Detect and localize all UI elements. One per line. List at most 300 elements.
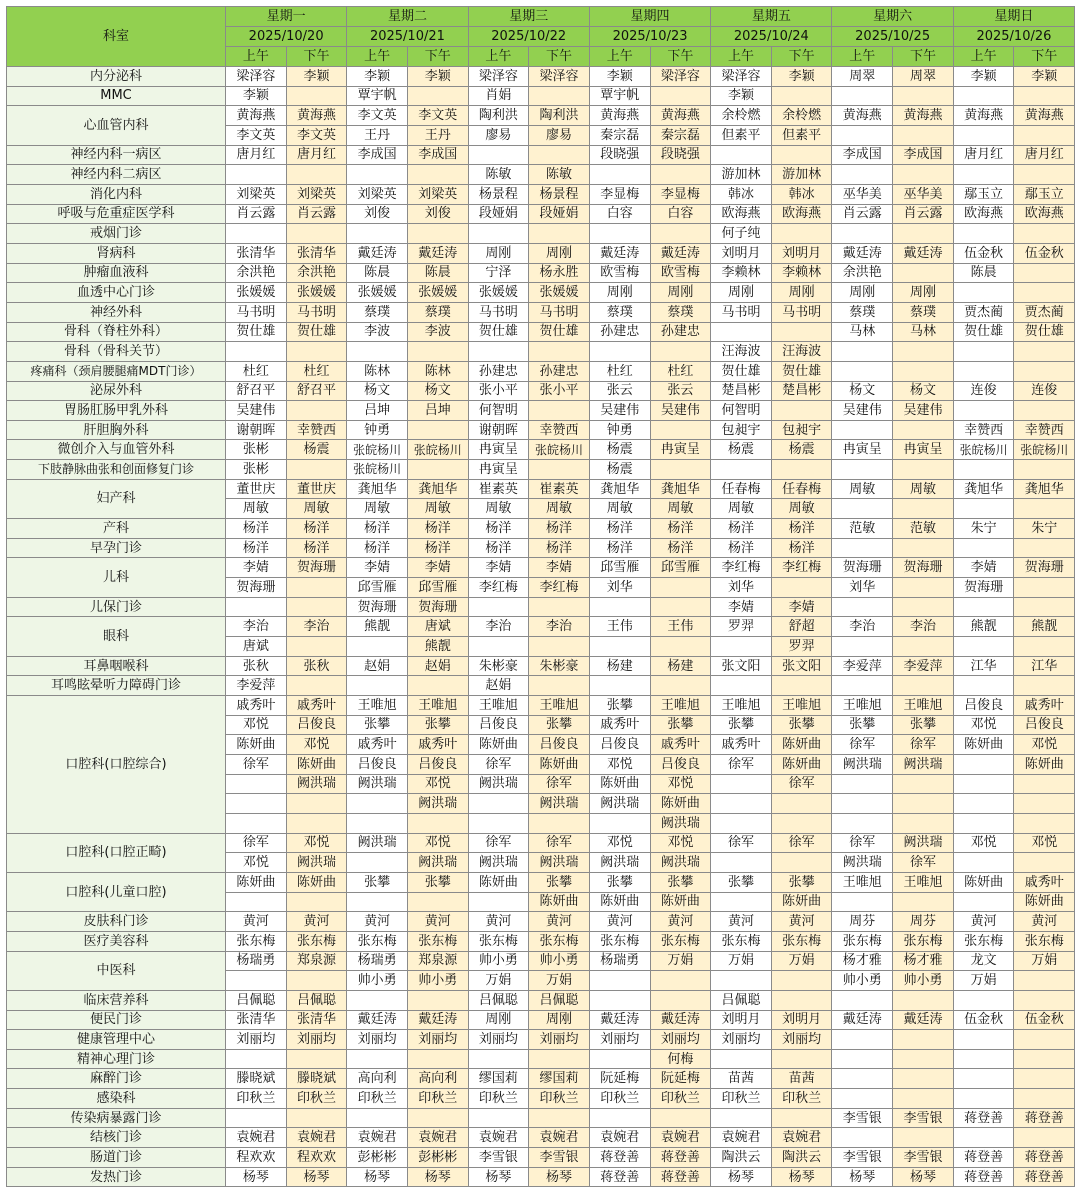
doctor-cell: 陈晨 — [953, 263, 1014, 283]
doctor-cell — [226, 1108, 287, 1128]
doctor-cell — [286, 342, 347, 362]
doctor-cell: 杨琴 — [529, 1167, 590, 1187]
doctor-cell: 黄河 — [953, 912, 1014, 932]
doctor-cell: 吕坤 — [407, 401, 468, 421]
doctor-cell — [1014, 361, 1075, 381]
doctor-cell: 戚秀叶 — [1014, 696, 1075, 716]
doctor-cell — [832, 597, 893, 617]
doctor-cell: 郑泉源 — [407, 951, 468, 971]
doctor-cell: 李婧 — [468, 558, 529, 578]
doctor-cell — [347, 676, 408, 696]
doctor-cell: 邓悦 — [1014, 833, 1075, 853]
doctor-cell: 李婧 — [771, 597, 832, 617]
doctor-cell: 杜红 — [286, 361, 347, 381]
doctor-cell: 幸赞西 — [1014, 420, 1075, 440]
doctor-cell: 吕坤 — [347, 401, 408, 421]
doctor-cell — [347, 990, 408, 1010]
doctor-cell: 余洪艳 — [226, 263, 287, 283]
doctor-cell: 张清华 — [286, 1010, 347, 1030]
doctor-cell — [893, 165, 954, 185]
pm-header: 下午 — [771, 47, 832, 67]
doctor-cell: 刘丽均 — [529, 1030, 590, 1050]
doctor-cell: 杨洋 — [771, 519, 832, 539]
doctor-cell: 蔡璞 — [347, 302, 408, 322]
doctor-cell — [529, 597, 590, 617]
doctor-cell: 刘丽均 — [407, 1030, 468, 1050]
doctor-cell: 吕佩聪 — [286, 990, 347, 1010]
doctor-cell: 张攀 — [589, 872, 650, 892]
doctor-cell — [953, 283, 1014, 303]
doctor-cell — [407, 1049, 468, 1069]
doctor-cell: 杨瑞勇 — [589, 951, 650, 971]
doctor-cell: 徐军 — [468, 833, 529, 853]
dept-column-header: 科室 — [7, 7, 226, 67]
doctor-cell: 万娟 — [953, 971, 1014, 991]
department-name: 下肢静脉曲张和创面修复门诊 — [7, 460, 226, 480]
doctor-cell: 黄河 — [650, 912, 711, 932]
doctor-cell: 范敏 — [832, 519, 893, 539]
doctor-cell: 唐月红 — [1014, 145, 1075, 165]
doctor-cell: 印秋兰 — [589, 1089, 650, 1109]
doctor-cell — [529, 460, 590, 480]
doctor-cell: 阙洪瑞 — [589, 794, 650, 814]
doctor-cell: 张东梅 — [832, 931, 893, 951]
doctor-cell — [529, 1108, 590, 1128]
doctor-cell: 贺仕雄 — [953, 322, 1014, 342]
doctor-cell — [286, 86, 347, 106]
doctor-cell: 梁泽容 — [468, 67, 529, 87]
doctor-cell: 张攀 — [893, 715, 954, 735]
doctor-cell: 陈妍曲 — [1014, 754, 1075, 774]
doctor-cell — [286, 794, 347, 814]
doctor-cell — [953, 597, 1014, 617]
pm-header: 下午 — [650, 47, 711, 67]
doctor-cell — [953, 224, 1014, 244]
doctor-cell: 吴建伟 — [832, 401, 893, 421]
doctor-cell: 戚秀叶 — [589, 715, 650, 735]
doctor-cell: 徐军 — [529, 833, 590, 853]
doctor-cell: 罗羿 — [711, 617, 772, 637]
department-name: 神经内科二病区 — [7, 165, 226, 185]
doctor-cell: 帅小勇 — [893, 971, 954, 991]
doctor-cell — [226, 1049, 287, 1069]
doctor-cell: 陈妍曲 — [953, 735, 1014, 755]
schedule-row — [7, 951, 1075, 971]
doctor-cell: 万娟 — [1014, 951, 1075, 971]
doctor-cell: 蔡璞 — [832, 302, 893, 322]
doctor-cell: 万娟 — [468, 971, 529, 991]
doctor-cell: 缪国莉 — [529, 1069, 590, 1089]
doctor-cell: 李雪银 — [893, 1148, 954, 1168]
doctor-cell: 彭彬彬 — [347, 1148, 408, 1168]
doctor-cell: 董世庆 — [286, 479, 347, 499]
doctor-cell: 吕俊良 — [468, 715, 529, 735]
doctor-cell — [953, 342, 1014, 362]
weekday-header: 星期一 — [226, 7, 347, 27]
doctor-cell: 蒋登善 — [1014, 1108, 1075, 1128]
doctor-cell: 但素平 — [711, 125, 772, 145]
doctor-cell: 陈妍曲 — [589, 774, 650, 794]
doctor-cell — [1014, 794, 1075, 814]
schedule-row — [7, 696, 1075, 716]
doctor-cell: 余柃燃 — [771, 106, 832, 126]
doctor-cell: 王唯旭 — [832, 696, 893, 716]
doctor-cell: 陈晨 — [407, 263, 468, 283]
doctor-cell: 杨琴 — [893, 1167, 954, 1187]
weekday-header: 星期二 — [347, 7, 468, 27]
doctor-cell: 李婧 — [407, 558, 468, 578]
doctor-cell: 谢朝晖 — [226, 420, 287, 440]
doctor-cell — [832, 892, 893, 912]
doctor-cell: 周敏 — [468, 499, 529, 519]
doctor-cell: 刘丽均 — [650, 1030, 711, 1050]
doctor-cell: 刘明月 — [771, 1010, 832, 1030]
schedule-row — [7, 1108, 1075, 1128]
department-name: 肿瘤血液科 — [7, 263, 226, 283]
schedule-row — [7, 1069, 1075, 1089]
doctor-cell — [771, 145, 832, 165]
department-name: 感染科 — [7, 1089, 226, 1109]
doctor-cell: 吴建伟 — [893, 401, 954, 421]
doctor-cell: 周刚 — [529, 1010, 590, 1030]
weekday-header: 星期日 — [953, 7, 1074, 27]
doctor-cell: 李红梅 — [771, 558, 832, 578]
doctor-cell: 周刚 — [832, 283, 893, 303]
doctor-cell — [650, 578, 711, 598]
doctor-cell: 李婧 — [953, 558, 1014, 578]
schedule-row — [7, 912, 1075, 932]
doctor-cell — [832, 1030, 893, 1050]
doctor-cell: 李成国 — [893, 145, 954, 165]
doctor-cell: 吕佩聪 — [529, 990, 590, 1010]
doctor-cell: 戴廷涛 — [347, 1010, 408, 1030]
doctor-cell: 李颖 — [771, 67, 832, 87]
doctor-cell: 黄河 — [468, 912, 529, 932]
doctor-cell: 杨洋 — [589, 519, 650, 539]
doctor-cell — [589, 224, 650, 244]
doctor-cell — [347, 165, 408, 185]
doctor-cell: 张东梅 — [650, 931, 711, 951]
doctor-cell — [407, 892, 468, 912]
doctor-cell: 冉寅呈 — [468, 440, 529, 460]
doctor-cell — [893, 1128, 954, 1148]
doctor-cell: 印秋兰 — [286, 1089, 347, 1109]
doctor-cell — [1014, 1128, 1075, 1148]
doctor-cell — [893, 342, 954, 362]
doctor-cell — [650, 637, 711, 657]
doctor-cell: 巫华美 — [832, 184, 893, 204]
schedule-row — [7, 224, 1075, 244]
doctor-cell — [1014, 1030, 1075, 1050]
doctor-cell: 徐军 — [893, 735, 954, 755]
doctor-cell — [771, 224, 832, 244]
doctor-cell: 韩冰 — [771, 184, 832, 204]
schedule-row — [7, 872, 1075, 892]
doctor-cell — [832, 990, 893, 1010]
doctor-cell: 熊靓 — [347, 617, 408, 637]
doctor-cell: 张云 — [650, 381, 711, 401]
doctor-cell: 幸赞西 — [953, 420, 1014, 440]
doctor-cell: 王唯旭 — [832, 872, 893, 892]
doctor-cell — [832, 676, 893, 696]
doctor-cell — [893, 794, 954, 814]
doctor-cell: 覃宇帆 — [589, 86, 650, 106]
doctor-cell: 贺海珊 — [953, 578, 1014, 598]
doctor-cell: 马书明 — [286, 302, 347, 322]
doctor-cell: 李治 — [286, 617, 347, 637]
doctor-cell: 杨才雅 — [893, 951, 954, 971]
doctor-cell: 李治 — [226, 617, 287, 637]
doctor-cell — [953, 676, 1014, 696]
doctor-cell: 戚秀叶 — [347, 735, 408, 755]
doctor-cell — [468, 342, 529, 362]
doctor-cell — [347, 342, 408, 362]
schedule-table — [6, 6, 1075, 1187]
doctor-cell: 印秋兰 — [347, 1089, 408, 1109]
am-header: 上午 — [711, 47, 772, 67]
doctor-cell: 阙洪瑞 — [347, 833, 408, 853]
doctor-cell: 王唯旭 — [771, 696, 832, 716]
department-name: 耳鼻咽喉科 — [7, 656, 226, 676]
doctor-cell: 李爱萍 — [832, 656, 893, 676]
doctor-cell: 袁婉君 — [771, 1128, 832, 1148]
schedule-row — [7, 86, 1075, 106]
doctor-cell: 伍金秋 — [953, 1010, 1014, 1030]
doctor-cell — [529, 224, 590, 244]
doctor-cell — [1014, 224, 1075, 244]
doctor-cell: 朱宁 — [1014, 519, 1075, 539]
doctor-cell — [832, 361, 893, 381]
doctor-cell — [1014, 401, 1075, 421]
doctor-cell: 陈妍曲 — [286, 872, 347, 892]
doctor-cell: 欧海燕 — [1014, 204, 1075, 224]
doctor-cell: 万娟 — [650, 951, 711, 971]
doctor-cell: 杨文 — [407, 381, 468, 401]
doctor-cell — [711, 676, 772, 696]
doctor-cell: 杜红 — [650, 361, 711, 381]
doctor-cell: 李爱萍 — [226, 676, 287, 696]
doctor-cell: 袁婉君 — [711, 1128, 772, 1148]
doctor-cell: 张秋 — [226, 656, 287, 676]
doctor-cell: 李显梅 — [589, 184, 650, 204]
doctor-cell: 邓悦 — [953, 833, 1014, 853]
doctor-cell — [286, 224, 347, 244]
doctor-cell: 伍金秋 — [953, 243, 1014, 263]
doctor-cell: 黄河 — [226, 912, 287, 932]
doctor-cell: 戴廷涛 — [407, 1010, 468, 1030]
doctor-cell: 白容 — [650, 204, 711, 224]
doctor-cell: 邓悦 — [589, 833, 650, 853]
doctor-cell: 戴廷涛 — [589, 243, 650, 263]
doctor-cell: 谢朝晖 — [468, 420, 529, 440]
doctor-cell — [589, 971, 650, 991]
doctor-cell: 张攀 — [771, 872, 832, 892]
doctor-cell: 吴建伟 — [226, 401, 287, 421]
doctor-cell: 贺海珊 — [407, 597, 468, 617]
doctor-cell: 黄河 — [1014, 912, 1075, 932]
doctor-cell — [893, 460, 954, 480]
doctor-cell: 贺海珊 — [286, 558, 347, 578]
doctor-cell: 肖云露 — [286, 204, 347, 224]
doctor-cell — [347, 637, 408, 657]
doctor-cell: 李雪银 — [832, 1108, 893, 1128]
doctor-cell — [347, 1108, 408, 1128]
doctor-cell — [832, 813, 893, 833]
doctor-cell: 袁婉君 — [226, 1128, 287, 1148]
doctor-cell: 徐军 — [771, 774, 832, 794]
doctor-cell — [893, 1069, 954, 1089]
doctor-cell: 阙洪瑞 — [650, 853, 711, 873]
doctor-cell — [893, 990, 954, 1010]
doctor-cell: 周敏 — [529, 499, 590, 519]
doctor-cell: 李雪银 — [832, 1148, 893, 1168]
doctor-cell: 李文英 — [347, 106, 408, 126]
doctor-cell: 张攀 — [711, 715, 772, 735]
doctor-cell — [953, 401, 1014, 421]
doctor-cell: 马书明 — [226, 302, 287, 322]
doctor-cell — [650, 224, 711, 244]
department-name: 发热门诊 — [7, 1167, 226, 1187]
doctor-cell: 李成国 — [832, 145, 893, 165]
schedule-row — [7, 420, 1075, 440]
doctor-cell: 戴廷涛 — [650, 1010, 711, 1030]
doctor-cell — [1014, 342, 1075, 362]
doctor-cell — [771, 794, 832, 814]
doctor-cell: 黄海燕 — [893, 106, 954, 126]
doctor-cell — [407, 420, 468, 440]
department-name: 微创介入与血管外科 — [7, 440, 226, 460]
doctor-cell: 杨洋 — [650, 538, 711, 558]
doctor-cell: 李雪银 — [893, 1108, 954, 1128]
doctor-cell: 梁泽容 — [226, 67, 287, 87]
doctor-cell: 陈林 — [347, 361, 408, 381]
doctor-cell — [407, 676, 468, 696]
doctor-cell: 龙文 — [953, 951, 1014, 971]
doctor-cell — [893, 224, 954, 244]
doctor-cell: 汪海波 — [771, 342, 832, 362]
doctor-cell: 滕晓斌 — [226, 1069, 287, 1089]
doctor-cell: 吕佩聪 — [226, 990, 287, 1010]
doctor-cell: 周刚 — [468, 1010, 529, 1030]
doctor-cell: 黄河 — [286, 912, 347, 932]
doctor-cell: 张攀 — [347, 715, 408, 735]
schedule-row — [7, 67, 1075, 87]
department-name: 口腔科(口腔正畸) — [7, 833, 226, 872]
doctor-cell: 陈妍曲 — [468, 735, 529, 755]
department-name: 结核门诊 — [7, 1128, 226, 1148]
doctor-cell: 肖云露 — [226, 204, 287, 224]
doctor-cell: 马林 — [893, 322, 954, 342]
doctor-cell: 周刚 — [468, 243, 529, 263]
doctor-cell: 吕俊良 — [529, 735, 590, 755]
doctor-cell — [226, 813, 287, 833]
schedule-row — [7, 538, 1075, 558]
doctor-cell: 钟勇 — [347, 420, 408, 440]
doctor-cell: 周芬 — [832, 912, 893, 932]
doctor-cell: 张东梅 — [529, 931, 590, 951]
doctor-cell: 蔡璞 — [589, 302, 650, 322]
doctor-cell: 张东梅 — [468, 931, 529, 951]
doctor-cell: 陈敏 — [529, 165, 590, 185]
doctor-cell — [529, 86, 590, 106]
doctor-cell: 蒋登善 — [953, 1108, 1014, 1128]
doctor-cell — [953, 1030, 1014, 1050]
doctor-cell — [589, 342, 650, 362]
doctor-cell — [832, 460, 893, 480]
doctor-cell: 蒋登善 — [650, 1148, 711, 1168]
doctor-cell — [529, 401, 590, 421]
doctor-cell: 游加林 — [771, 165, 832, 185]
doctor-cell — [589, 165, 650, 185]
doctor-cell: 吕佩聪 — [711, 990, 772, 1010]
doctor-cell: 刘丽均 — [286, 1030, 347, 1050]
doctor-cell: 张东梅 — [286, 931, 347, 951]
schedule-row — [7, 361, 1075, 381]
doctor-cell — [953, 774, 1014, 794]
department-name: 耳鸣眩晕听力障碍门诊 — [7, 676, 226, 696]
doctor-cell: 蒋登善 — [1014, 1148, 1075, 1168]
doctor-cell: 何梅 — [650, 1049, 711, 1069]
doctor-cell: 刘明月 — [771, 243, 832, 263]
doctor-cell: 巫华美 — [893, 184, 954, 204]
doctor-cell — [286, 578, 347, 598]
doctor-cell: 舒召平 — [286, 381, 347, 401]
doctor-cell: 龚旭华 — [650, 479, 711, 499]
department-name: 眼科 — [7, 617, 226, 656]
doctor-cell: 梁泽容 — [529, 67, 590, 87]
schedule-row — [7, 1167, 1075, 1187]
doctor-cell: 韩冰 — [711, 184, 772, 204]
doctor-cell — [529, 637, 590, 657]
doctor-cell — [1014, 125, 1075, 145]
doctor-cell: 苗茜 — [711, 1069, 772, 1089]
doctor-cell: 程欢欢 — [286, 1148, 347, 1168]
doctor-cell — [1014, 86, 1075, 106]
doctor-cell: 刘梁英 — [347, 184, 408, 204]
doctor-cell: 杨洋 — [529, 519, 590, 539]
schedule-row — [7, 558, 1075, 578]
doctor-cell: 阙洪瑞 — [893, 833, 954, 853]
doctor-cell — [711, 145, 772, 165]
doctor-cell: 杨琴 — [407, 1167, 468, 1187]
doctor-cell — [771, 813, 832, 833]
doctor-cell — [771, 86, 832, 106]
doctor-cell: 江华 — [953, 656, 1014, 676]
doctor-cell — [468, 145, 529, 165]
doctor-cell: 吕俊良 — [650, 754, 711, 774]
doctor-cell: 杨洋 — [347, 519, 408, 539]
doctor-cell: 包昶宇 — [771, 420, 832, 440]
doctor-cell — [347, 813, 408, 833]
doctor-cell: 陈妍曲 — [771, 754, 832, 774]
doctor-cell: 黄河 — [589, 912, 650, 932]
department-name: 产科 — [7, 519, 226, 539]
doctor-cell: 徐军 — [226, 754, 287, 774]
doctor-cell — [1014, 813, 1075, 833]
doctor-cell: 贺仕雄 — [468, 322, 529, 342]
doctor-cell: 杨洋 — [407, 519, 468, 539]
doctor-cell: 杨文 — [832, 381, 893, 401]
am-header: 上午 — [953, 47, 1014, 67]
doctor-cell — [771, 578, 832, 598]
doctor-cell — [347, 224, 408, 244]
doctor-cell — [650, 460, 711, 480]
doctor-cell — [650, 597, 711, 617]
doctor-cell: 秦宗磊 — [650, 125, 711, 145]
doctor-cell: 周翠 — [893, 67, 954, 87]
doctor-cell — [529, 145, 590, 165]
doctor-cell: 但素平 — [771, 125, 832, 145]
